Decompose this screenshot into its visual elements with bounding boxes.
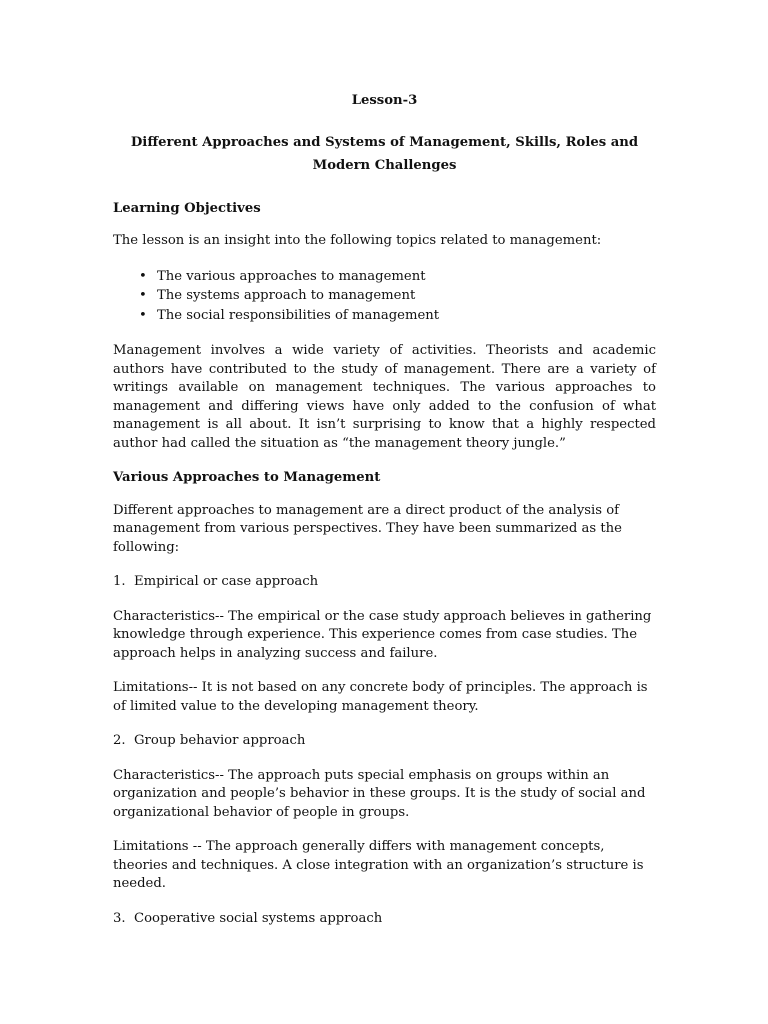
approach-number: 3. (113, 910, 126, 926)
approach-number: 1. (113, 574, 126, 589)
approach-limitations: Limitations -- The approach generally differs with management concepts, theories and techniques. A close integration with an organization’s structure is needed. (113, 839, 644, 891)
approach-characteristics: Characteristics-- The empirical or the case study approach believes in gathering knowledge through experience. This experience comes from case studies. The approach helps in analyzing success and failure. (113, 608, 652, 661)
list-item (139, 267, 656, 287)
intro-paragraph: Management involves a wide variety of activities. Theorists and academic authors have contributed to the study of management. There are a variety of writings available on management techniques. The various approaches to management and differing views have only added to the confusion of what management is all about. It isn’t surprising to know that a highly respected author had called the situation as “the management theory jungle.” (113, 343, 656, 451)
approach-item-heading (113, 573, 656, 592)
approach-item-heading (113, 910, 656, 929)
approach-characteristics: Characteristics-- The approach puts special emphasis on groups within an organization and people’s behavior in these groups. It is the study of social and organizational behavior of people in groups. (113, 767, 646, 820)
lesson-label: Lesson-3 (351, 93, 418, 108)
objectives-list (113, 267, 656, 326)
list-item-text: The social responsibilities of management (157, 307, 440, 323)
lesson-title: Different Approaches and Systems of Management, Skills, Roles and Modern Challenges (130, 134, 639, 173)
list-item-text: The systems approach to management (157, 288, 416, 303)
objectives-intro: The lesson is an insight into the following topics related to management: (113, 233, 602, 248)
bullet-icon: • (139, 268, 147, 284)
approaches-heading: Various Approaches to Management (113, 470, 381, 485)
list-item (139, 306, 656, 326)
list-item (139, 286, 656, 306)
list-item-text: The various approaches to management (157, 268, 426, 284)
approach-name: Group behavior approach (133, 733, 306, 748)
bullet-icon: • (139, 288, 147, 303)
approach-item-heading (113, 732, 656, 751)
approach-name: Cooperative social systems approach (133, 910, 383, 926)
approach-number: 2. (113, 733, 126, 748)
approach-limitations: Limitations-- It is not based on any concrete body of principles. The approach is of limited value to the developing management theory. (113, 680, 648, 714)
approaches-intro: Different approaches to management are a direct product of the analysis of management from various perspectives. They have been summarized as the following: (113, 502, 622, 555)
bullet-icon: • (139, 307, 147, 323)
document-page (113, 92, 656, 944)
approach-name: Empirical or case approach (133, 574, 319, 589)
learning-objectives-heading: Learning Objectives (113, 200, 261, 216)
